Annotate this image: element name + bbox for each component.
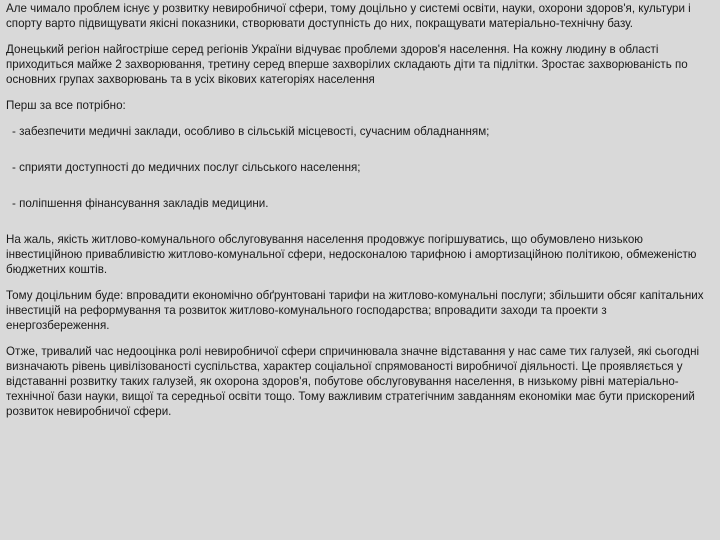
text-body [6,1,711,430]
paragraph-housing-measures: Тому доцільним буде: впровадити економічно обґрунтовані тарифи на житлово-комунальні послуги; збільшити обсяг капітальних інвестицій на реформування та розвиток житлово-комунального господарства; впровадити заходи та проекти з енергозбереження. [6,289,704,332]
list-item-medical-funding: - поліпшення фінансування закладів медицини. [12,197,269,210]
paragraph-first-needed: Перш за все потрібно: [6,99,126,112]
paragraph-problems: Але чимало проблем існує у розвитку невиробничої сфери, тому доцільно у системі освіти, науки, охорони здоров'я, культури і спорту варто підвищувати якісні показники, створювати доступність до них, покращувати матеріально-технічну базу. [6,2,691,30]
list-item-medical-access: - сприяти доступності до медичних послуг сільського населення; [12,161,361,174]
paragraph-housing-services: На жаль, якість житлово-комунального обслуговування населення продовжує погіршуватись, що обумовлено низькою інвестиційною привабливістю житлово-комунальної сфери, недосконалою тарифною і амортизаційною політикою, обмеженістю бюджетних коштів. [6,233,697,276]
paragraph-donetsk-health: Донецький регіон найгостріше серед регіонів України відчуває проблеми здоров'я населення. На кожну людину в області приходиться майже 2 захворювання, третину серед вперше захворілих складають діти та підлітки. Зростає захворюваність по основних групах захворювань та в усіх вікових категоріях населення [6,43,688,86]
list-item-medical-equipment: - забезпечити медичні заклади, особливо в сільській місцевості, сучасним обладнанням; [12,125,490,138]
paragraph-conclusion: Отже, тривалий час недооцінка ролі невиробничої сфери спричинювала значне відставання у нас саме тих галузей, які сьогодні визначають рівень цивілізованості суспільства, характер соціальної спрямованості виробничої діяльності. Це проявляється у відставанні розвитку таких галузей, як охорона здоров'я, побутове обслуговування населення, в низькому рівні матеріально-технічної бази науки, вищої та середньої освіти тощо. Тому важливим стратегічним завданням економіки має бути прискорений розвиток невиробничої сфери. [6,345,700,418]
